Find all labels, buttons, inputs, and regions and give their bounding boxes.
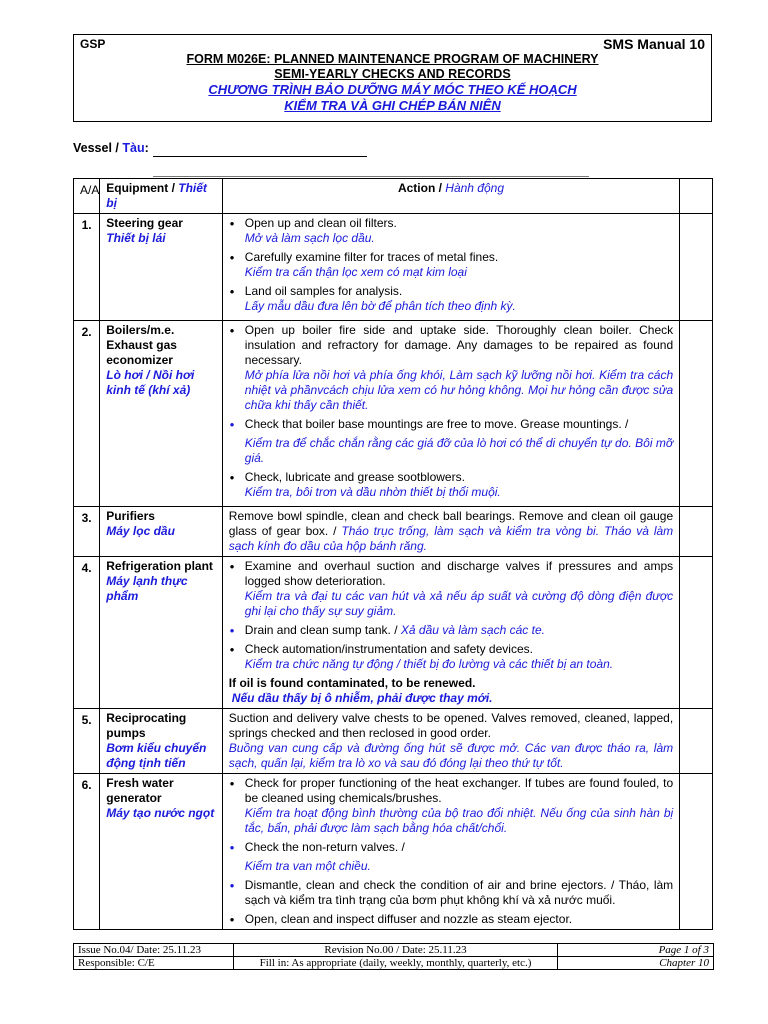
action-cell: [222, 321, 679, 507]
manual-ref: SMS Manual 10: [603, 36, 705, 52]
list-item: • Open up and clean oil filters. Mở và làm sạch lọc dầu.: [229, 216, 673, 246]
row-number: 6.: [74, 774, 100, 930]
vessel-label: Vessel / Tàu:: [73, 141, 149, 155]
check-cell[interactable]: [680, 557, 713, 709]
action-cell: [222, 557, 679, 709]
equipment-cell: Steering gear Thiết bị lái: [100, 214, 223, 321]
table-row: [74, 214, 713, 321]
equipment-cell: Reciprocating pumps Bơm kiểu chuyển động tịnh tiến: [100, 709, 223, 774]
form-title-vi: CHƯƠNG TRÌNH BẢO DƯỠNG MÁY MÓC THEO KẾ HOẠCH: [208, 82, 577, 97]
table-row: [74, 507, 713, 557]
list-item: • Check the non-return valves. / Kiểm tra van một chiều.: [229, 840, 673, 874]
table-row: [74, 709, 713, 774]
list-item: • Drain and clean sump tank. / Xả dầu và làm sạch các te.: [229, 623, 673, 638]
row-number: 3.: [74, 507, 100, 557]
list-item: • Dismantle, clean and check the condition of air and brine ejectors. / Tháo, làm sạch và kiểm tra tình trạng của bơm phụt không khí và xả nước muối.: [229, 878, 673, 908]
page-number: Page 1 of 3: [558, 944, 714, 957]
list-item: • Check automation/instrumentation and safety devices. Kiểm tra chức năng tự động / thiết bị đo lường và các thiết bị an toàn.: [229, 642, 673, 672]
list-item: • Open up boiler fire side and uptake side. Thoroughly clean boiler. Check insulation and refractory for damage. Any damages to be repaired as found necessary. Mở phía lửa nồi hơi và phía ống khói, Làm sạch kỹ lưỡng nồi hơi. Kiểm tra cách nhiệt và phầnvcách chịu lửa xem có hư hỏng không. Mọi hư hỏng cần được sửa chữa khi thấy cần thiết.: [229, 323, 673, 413]
check-cell[interactable]: [680, 214, 713, 321]
header-equipment: Equipment / Thiết bị: [100, 179, 223, 214]
table-row: [74, 321, 713, 507]
equipment-cell: Refrigeration plant Máy lạnh thực phẩm: [100, 557, 223, 709]
responsible: Responsible: C/E: [74, 957, 234, 970]
check-cell[interactable]: [680, 774, 713, 930]
list-item: • Check, lubricate and grease sootblowers. Kiểm tra, bôi trơn và dầu nhờn thiết bị thổi muội.: [229, 470, 673, 500]
row-number: 2.: [74, 321, 100, 507]
divider: [153, 176, 589, 177]
check-cell[interactable]: [680, 709, 713, 774]
header-check: [680, 179, 713, 214]
row-number: 5.: [74, 709, 100, 774]
list-item: • Examine and overhaul suction and discharge valves if pressures and amps logged show deterioration. Kiểm tra và đại tu các van hút và xả nếu áp suất và cường độ dòng điện được ghi lại cho thấy sự suy giảm.: [229, 559, 673, 619]
issue-info: Issue No.04/ Date: 25.11.23: [74, 944, 234, 957]
form-subtitle: SEMI-YEARLY CHECKS AND RECORDS: [274, 67, 511, 81]
list-item: • Land oil samples for analysis. Lấy mẫu dầu đưa lên bờ để phân tích theo định kỳ.: [229, 284, 673, 314]
company-code: GSP: [80, 37, 106, 51]
action-cell: Suction and delivery valve chests to be opened. Valves removed, cleaned, lapped, springs checked and then reclosed in good order. Buồng van cung cấp và đường ống hút sẽ được mở. Các van được tháo ra, làm sạch, quấn lại, kiểm tra lò xo và sau đó đóng lại theo thứ tự tốt.: [222, 709, 679, 774]
action-cell: Remove bowl spindle, clean and check ball bearings. Remove and clean oil gauge glass of gear box. / Tháo trục trống, làm sạch và kiểm tra vòng bi. Tháo và làm sạch kính đo dầu của hộp bánh răng.: [222, 507, 679, 557]
list-item: • Check that boiler base mountings are free to move. Grease mountings. / Kiểm tra để chắc chắn rằng các giá đỡ của lò hơi có thể di chuyển tự do. Bôi mỡ giá.: [229, 417, 673, 466]
row-number: 4.: [74, 557, 100, 709]
table-row: [74, 774, 713, 930]
list-item: • Check for proper functioning of the heat exchanger. If tubes are found fouled, to be cleaned using chemicals/brushes. Kiểm tra hoạt động bình thường của bộ trao đổi nhiệt. Nếu ống của sinh hàn bị tắc, bẩn, phải được làm sạch bằng hóa chất/chổi.: [229, 776, 673, 836]
row-number: 1.: [74, 214, 100, 321]
form-header: [73, 34, 712, 122]
maintenance-table: [73, 178, 713, 930]
revision-info: Revision No.00 / Date: 25.11.23: [234, 944, 558, 957]
action-cell: [222, 774, 679, 930]
header-action: Action / Hành động: [222, 179, 679, 214]
table-row: [74, 557, 713, 709]
note-vi: Nếu dầu thấy bị ô nhiễm, phải được thay mới.: [231, 691, 493, 705]
vessel-field[interactable]: [153, 156, 367, 157]
list-item: • Carefully examine filter for traces of metal fines. Kiểm tra cẩn thận lọc xem có mạt kim loại: [229, 250, 673, 280]
form-title: FORM M026E: PLANNED MAINTENANCE PROGRAM OF MACHINERY: [186, 52, 599, 66]
page-footer: [73, 943, 714, 970]
list-item: • Open, clean and inspect diffuser and nozzle as steam ejector.: [229, 912, 673, 927]
action-cell: [222, 214, 679, 321]
fill-in-note: Fill in: As appropriate (daily, weekly, monthly, quarterly, etc.): [234, 957, 558, 970]
equipment-cell: Boilers/m.e. Exhaust gas economizer Lò hơi / Nồi hơi kinh tế (khí xả): [100, 321, 223, 507]
chapter: Chapter 10: [558, 957, 714, 970]
equipment-cell: Purifiers Máy lọc dầu: [100, 507, 223, 557]
check-cell[interactable]: [680, 507, 713, 557]
header-aa: A/A: [74, 179, 100, 214]
note: If oil is found contaminated, to be renewed.: [228, 676, 476, 690]
table-header-row: [74, 179, 713, 214]
equipment-cell: Fresh water generator Máy tạo nước ngọt: [100, 774, 223, 930]
form-subtitle-vi: KIỂM TRA VÀ GHI CHÉP BÁN NIÊN: [284, 98, 501, 113]
check-cell[interactable]: [680, 321, 713, 507]
